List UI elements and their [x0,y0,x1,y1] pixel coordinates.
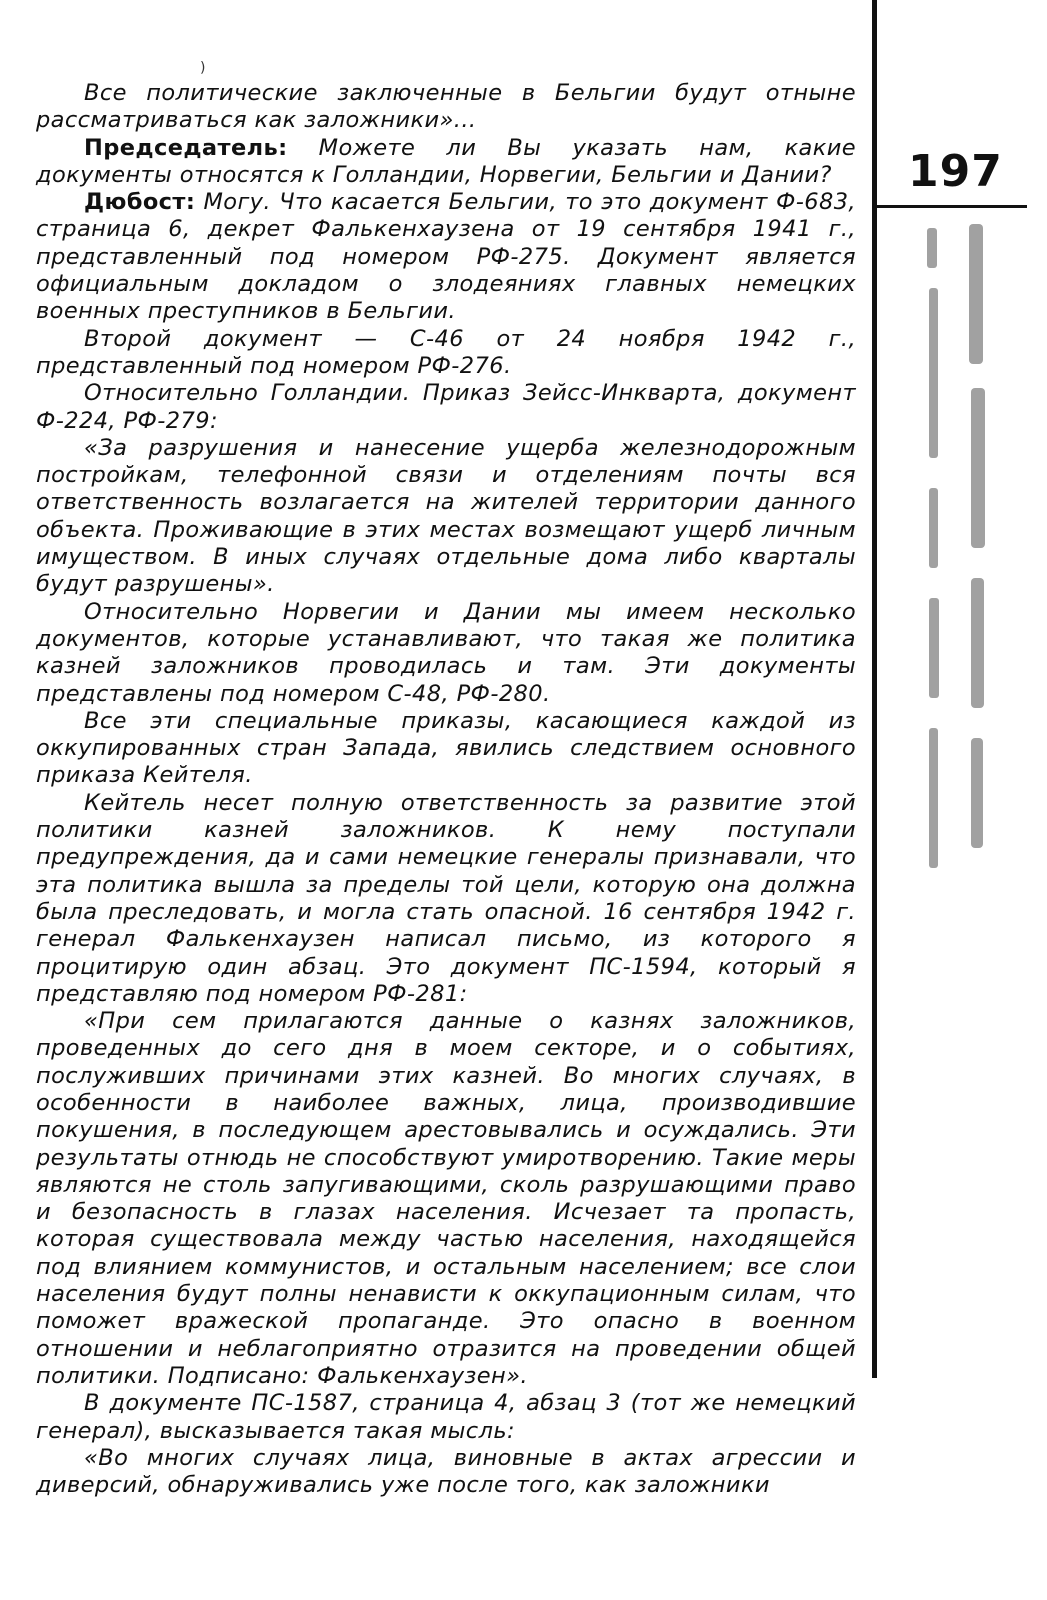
paragraph-7: Относительно Норвегии и Дании мы имеем несколько документов, которые устанавливают, что такая же политика казней заложников проводилась и там. Эти документы представлены под номером С-48, РФ-280. [36,598,856,707]
paragraph-12: «Во многих случаях лица, виновные в актах агрессии и диверсий, обнаруживались уже после того, как заложники [36,1444,856,1499]
horizontal-rule [877,205,1027,208]
paragraph-text: Все политические заключенные в Бельгии будут отныне рассматриваться как заложники»... [36,80,856,134]
paragraph-2 [36,135,856,190]
paragraph-10: «При сем прилагаются данные о казнях заложников, проведенных до сего дня в моем секторе, и о событиях, послуживших причинами этих казней. Во многих случаях, в особенности в наиболее важных, лица, производившие покушения, в последующем арестовывались и осуждались. Эти результаты отнюдь не способствуют умиротворению. Такие меры являются не столь запугивающими, сколь разрушающими право и безопасность в глазах населения. Исчезает та пропасть, которая существовала между частью населения, находящейся под влиянием коммунистов, и остальным населением; все слои населения будут полны ненависти к оккупационным силам, что поможет вражеской пропаганде. Это опасно в военном отношении и неблагоприятно отразится на проведении общей политики. Подписано: Фалькенхаузен». [36,1008,856,1389]
paragraph-text: Можете ли Вы указать нам, какие документы относятся к Голландии, Норвегии, Бельгии и Дании? [36,134,856,188]
paragraph-5: Относительно Голландии. Приказ Зейсс-Инкварта, документ Ф-224, РФ-279: [36,380,856,434]
speaker-label: Дюбост: [84,189,196,216]
speaker-label: Председатель: [84,134,288,161]
paragraph-1 [36,80,856,135]
paragraph-6: «За разрушения и нанесение ущерба железнодорожным постройкам, телефонной связи и отделениям почты вся ответственность возлагается на жителей территории данного объекта. Проживающие в этих местах возмещают ущерб личным имуществом. В иных случаях отдельные дома либо кварталы будут разрушены». [36,434,856,598]
paragraph-3 [36,189,856,325]
paragraph-8: Все эти специальные приказы, касающиеся каждой из оккупированных стран Запада, явились следствием основного приказа Кейтеля. [36,707,856,789]
paragraph-11: В документе ПС-1587, страница 4, абзац 3 (тот же немецкий генерал), высказывается такая мысль: [36,1390,856,1444]
paragraph-text: Могу. Что касается Бельгии, то это документ Ф-683, страница 6, декрет Фалькенхаузена от 19 сентября 1941 г., представленный под номером РФ-275. Документ является официальным докладом о злодеяниях главных немецких военных преступников в Бельгии. [36,189,856,325]
margin-bleed-through [905,218,1015,898]
page-number: 197 [908,146,1003,197]
stray-mark: ) [200,60,206,76]
paragraph-4: Второй документ — С-46 от 24 ноября 1942 г., представленный под номером РФ-276. [36,325,856,379]
paragraph-9: Кейтель несет полную ответственность за развитие этой политики казней заложников. К нему поступали предупреждения, да и сами немецкие генералы признавали, что эта политика вышла за пределы той цели, которую она должна была преследовать, и могла стать опасной. 16 сентября 1942 г. генерал Фалькенхаузен написал письмо, из которого я процитирую один абзац. Это документ ПС-1594, который я представляю под номером РФ-281: [36,789,856,1007]
main-text-column [36,80,856,1499]
